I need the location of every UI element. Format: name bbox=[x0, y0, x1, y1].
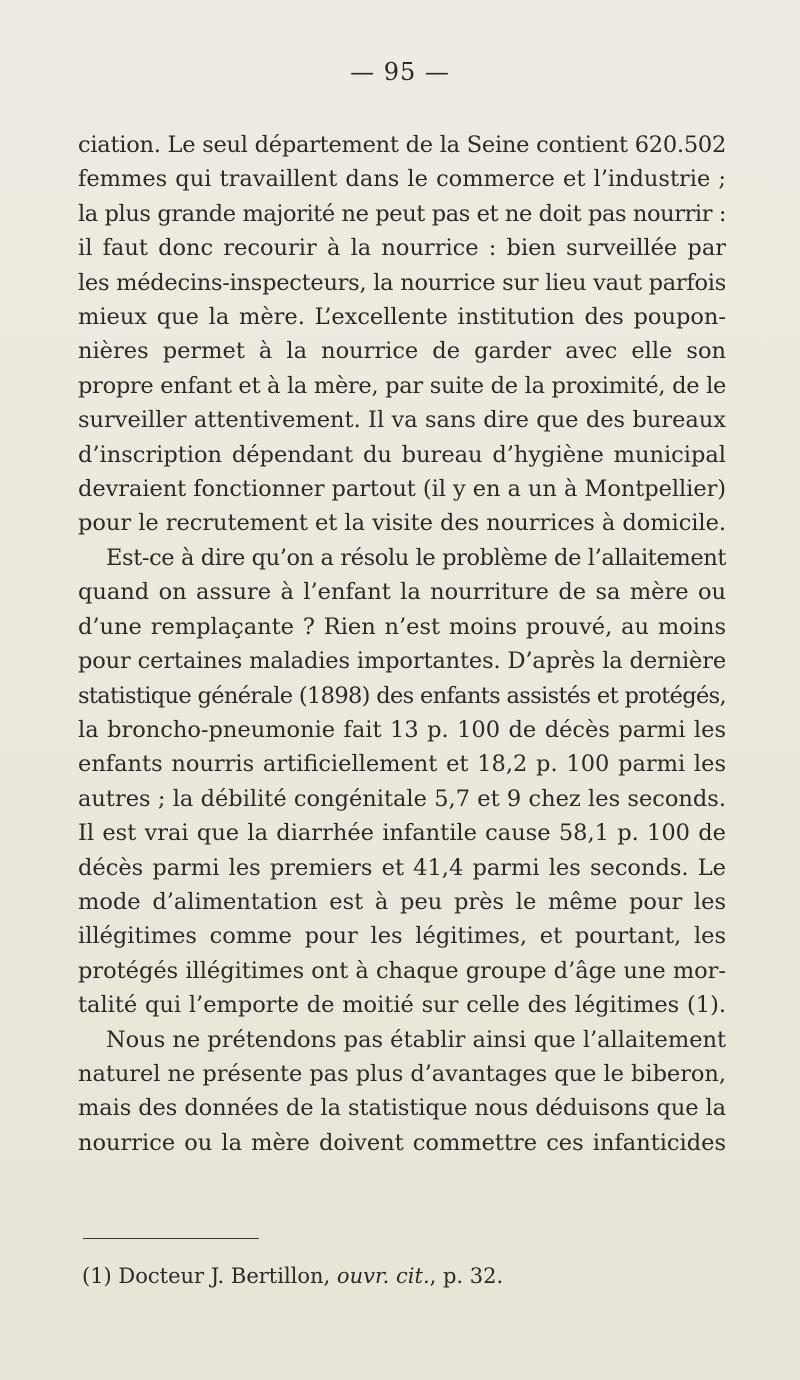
footnote-page: , p. 32. bbox=[429, 1264, 504, 1288]
page-number: — 95 — bbox=[350, 58, 450, 86]
text-line: les médecins-inspecteurs, la nourrice sur lieu vaut parfois bbox=[78, 269, 726, 296]
body-paragraph bbox=[78, 128, 726, 1160]
text-line: mieux que la mère. L’excellente institution des poupon- bbox=[78, 304, 726, 331]
text-line: d’une remplaçante ? Rien n’est moins prouvé, au moins bbox=[78, 613, 726, 640]
text-line: décès parmi les premiers et 41,4 parmi les seconds. Le bbox=[78, 854, 726, 881]
text-line: illégitimes comme pour les légitimes, et pourtant, les bbox=[78, 923, 726, 950]
text-line: la broncho-pneumonie fait 13 p. 100 de décès parmi les bbox=[78, 716, 726, 743]
footnote bbox=[82, 1262, 722, 1290]
text-line: il faut donc recourir à la nourrice : bien surveillée par bbox=[78, 235, 726, 262]
text-line: statistique générale (1898) des enfants assistés et protégés, bbox=[78, 682, 727, 709]
footnote-citation: ouvr. cit. bbox=[336, 1264, 430, 1288]
footnote-divider bbox=[83, 1238, 259, 1239]
text-line: devraient fonctionner partout (il y en a un à Montpellier) bbox=[78, 476, 726, 503]
text-line: la plus grande majorité ne peut pas et ne doit pas nourrir : bbox=[78, 200, 726, 227]
text-line: d’inscription dépendant du bureau d’hygiène municipal bbox=[78, 441, 726, 468]
text-line: nourrice ou la mère doivent commettre ces infanticides bbox=[78, 1129, 726, 1156]
text-line: propre enfant et à la mère, par suite de la proximité, de le bbox=[78, 372, 726, 399]
text-line: enfants nourris artificiellement et 18,2 p. 100 parmi les bbox=[78, 751, 726, 778]
text-line: Il est vrai que la diarrhée infantile cause 58,1 p. 100 de bbox=[78, 820, 726, 847]
text-line: mais des données de la statistique nous déduisons que la bbox=[78, 1095, 726, 1122]
text-line: pour le recrutement et la visite des nourrices à domicile. bbox=[78, 510, 726, 537]
footnote-author: Docteur J. Bertillon, bbox=[118, 1264, 337, 1288]
text-line: mode d’alimentation est à peu près le même pour les bbox=[78, 888, 726, 915]
text-line: Est-ce à dire qu’on a résolu le problème de l’allaitement bbox=[106, 544, 727, 571]
text-line: quand on assure à l’enfant la nourriture de sa mère ou bbox=[78, 579, 726, 606]
footnote-marker: (1) bbox=[82, 1264, 119, 1288]
text-line: nières permet à la nourrice de garder avec elle son bbox=[78, 338, 726, 365]
text-line: pour certaines maladies importantes. D’après la dernière bbox=[78, 648, 727, 675]
text-line: autres ; la débilité congénitale 5,7 et 9 chez les seconds. bbox=[78, 785, 726, 812]
text-line: Nous ne prétendons pas établir ainsi que l’allaitement bbox=[106, 1026, 727, 1053]
text-line: naturel ne présente pas plus d’avantages que le biberon, bbox=[78, 1060, 726, 1087]
text-line: protégés illégitimes ont à chaque groupe d’âge une mor- bbox=[78, 957, 727, 984]
text-line: surveiller attentivement. Il va sans dire que des bureaux bbox=[78, 407, 726, 434]
text-line: ciation. Le seul département de la Seine contient 620.502 bbox=[78, 132, 727, 158]
text-line: femmes qui travaillent dans le commerce et l’industrie ; bbox=[78, 166, 726, 193]
text-line: talité qui l’emporte de moitié sur celle des légitimes (1). bbox=[78, 992, 726, 1019]
